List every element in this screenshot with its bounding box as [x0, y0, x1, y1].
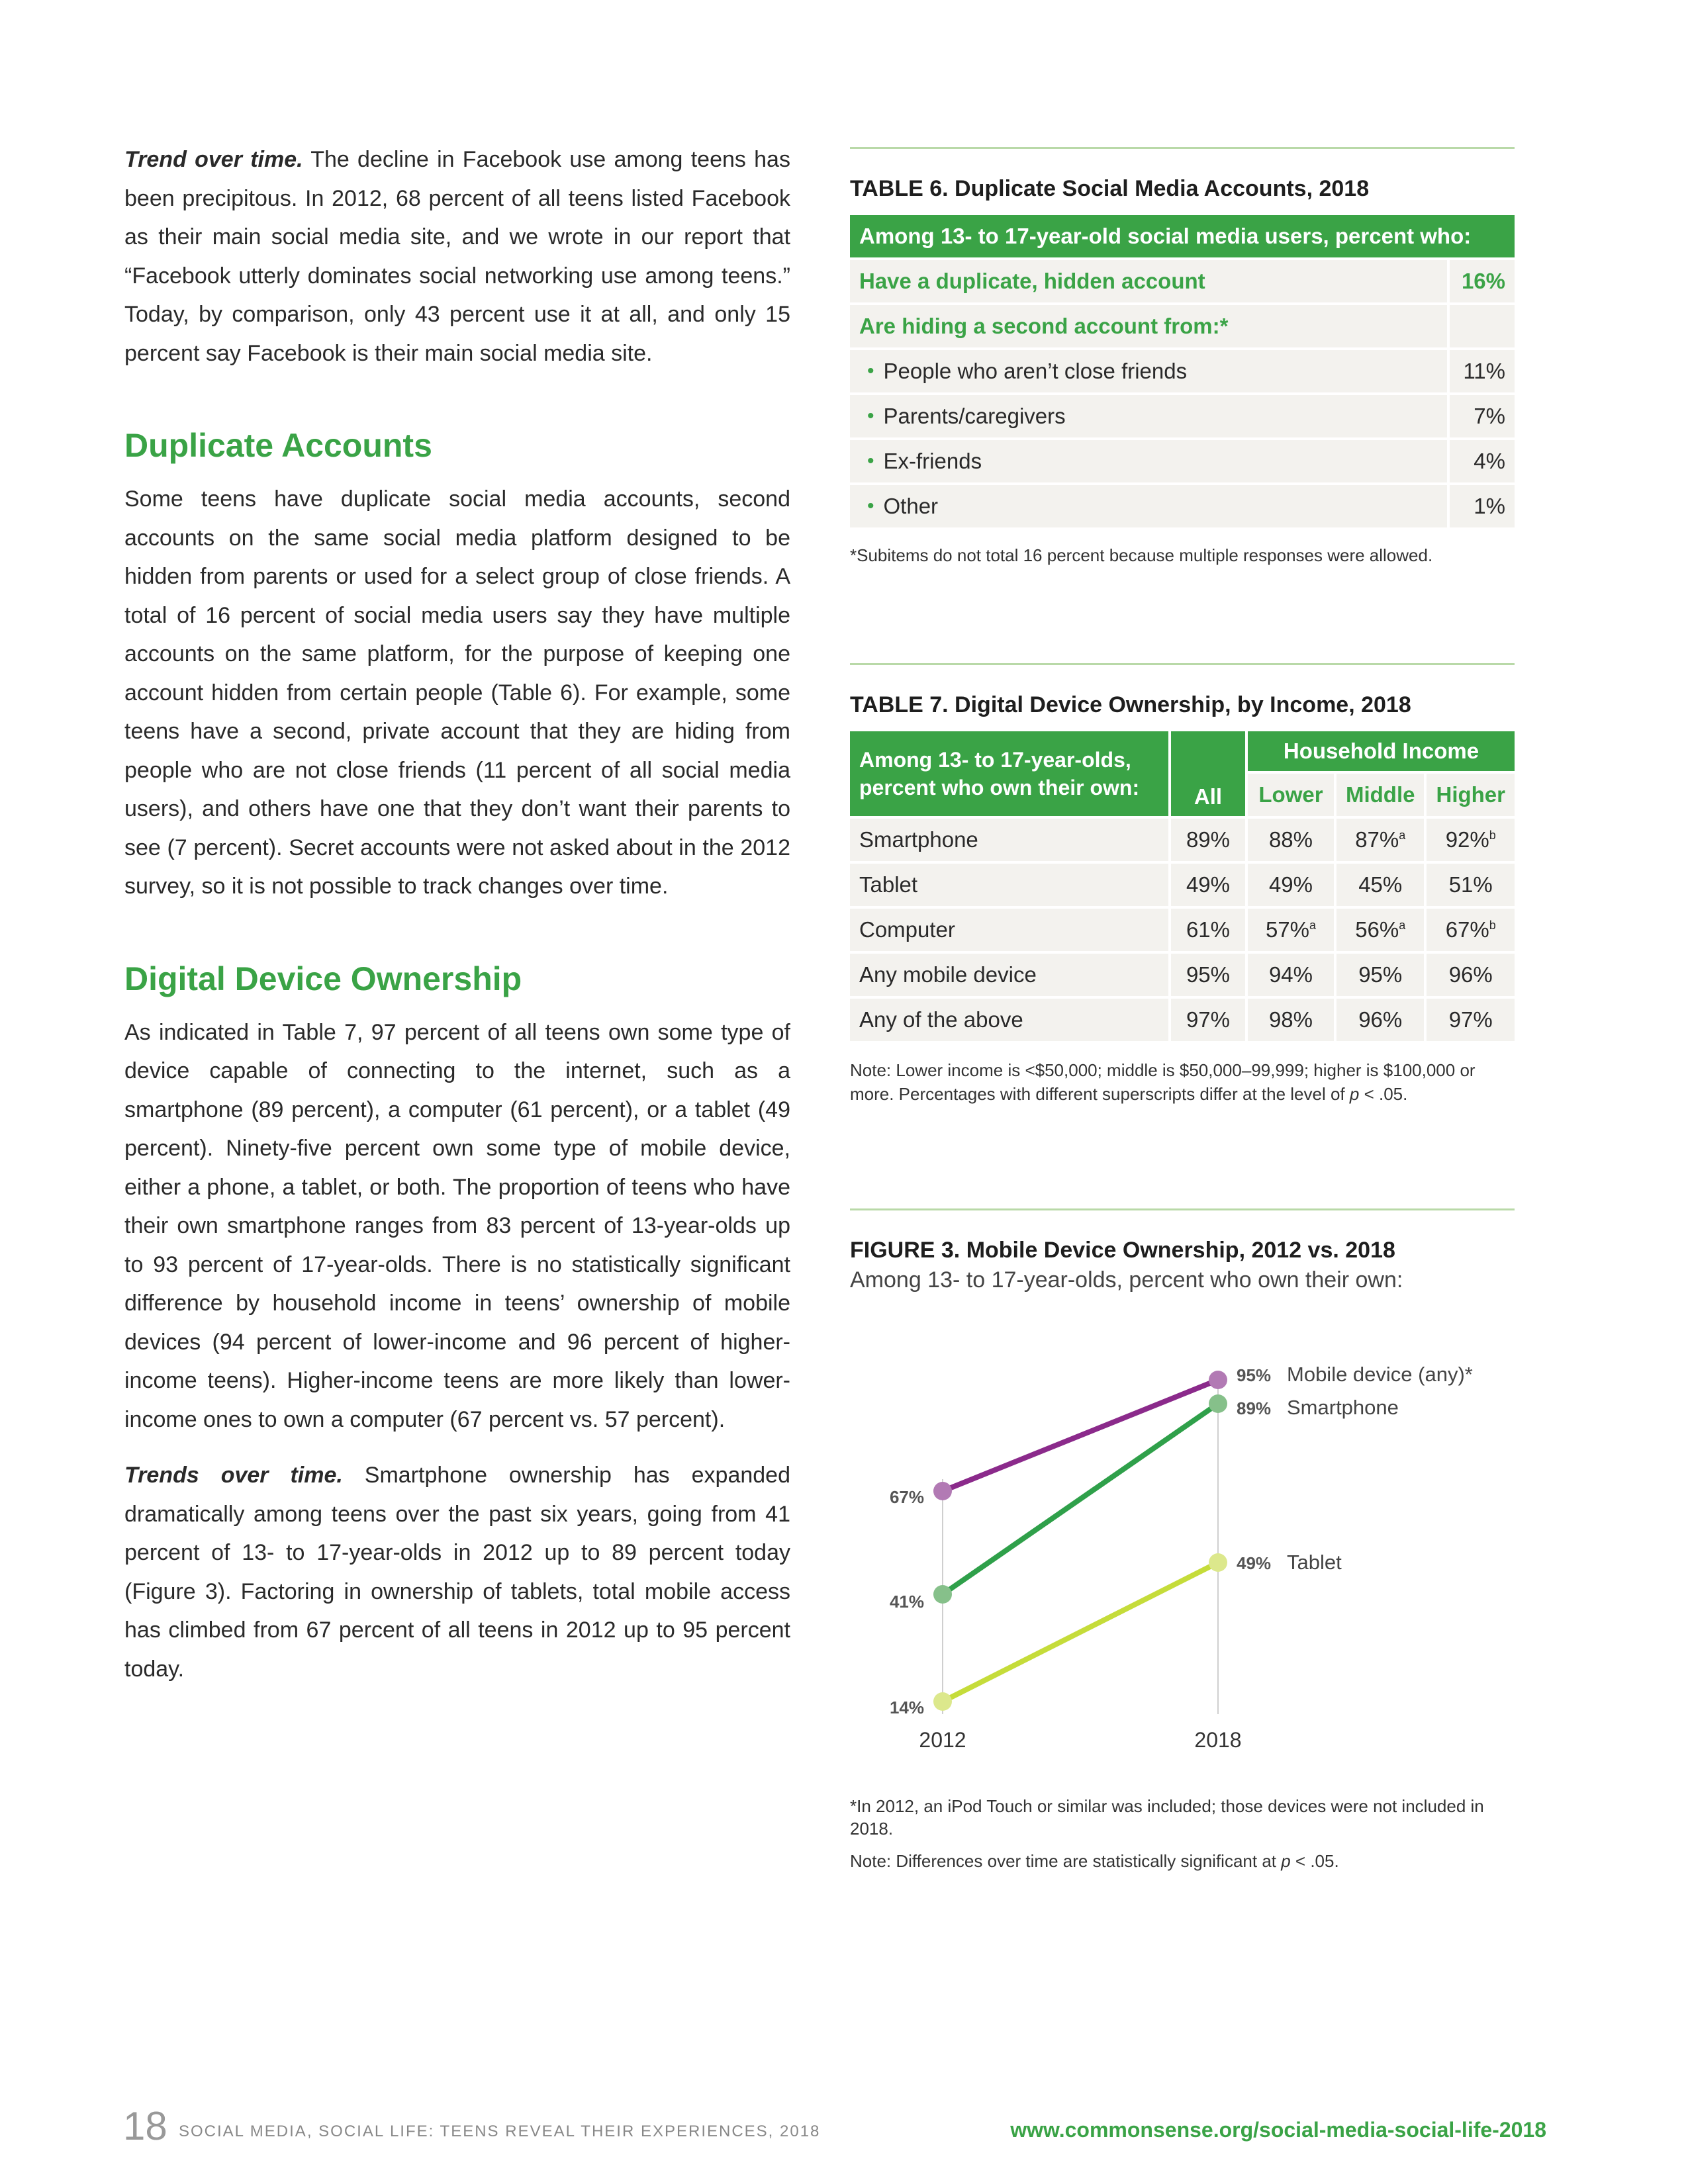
cell-all: 97%	[1171, 999, 1245, 1041]
table6-header: Among 13- to 17-year-old social media users, percent who:	[850, 215, 1515, 257]
paragraph-facebook-trend	[124, 140, 790, 373]
heading-digital-device-ownership: Digital Device Ownership	[124, 960, 522, 997]
lead-trends-over-time: Trends over time.	[124, 1463, 343, 1488]
figure3-note: Note: Differences over time are statistically significant at p < .05.	[850, 1851, 1339, 1871]
row-label: Computer	[850, 909, 1168, 951]
table7-header-label: Among 13- to 17-year-olds, percent who own their own:	[850, 731, 1168, 816]
table6-block	[850, 176, 1515, 567]
row-label: Any of the above	[850, 999, 1168, 1041]
series-line	[943, 1563, 1218, 1702]
cell-middle: 45%	[1336, 864, 1425, 906]
footer-report-title: SOCIAL MEDIA, SOCIAL LIFE: TEENS REVEAL THEIR EXPERIENCES, 2018	[179, 2122, 821, 2140]
cell-middle: 87%$^a$	[1336, 819, 1425, 861]
cell-lower: 98%	[1248, 999, 1334, 1041]
table6-title: TABLE 6. Duplicate Social Media Accounts, 2018	[850, 176, 1370, 201]
data-point	[1209, 1371, 1227, 1389]
paragraph-text: Smartphone ownership has expanded dramatically among teens over the past six years, going from 41 percent of 13- to 17-year-olds in 2012 up to 89 percent today (Figure 3). Factoring in ownership of tablets, total mobile access has climbed from 67 percent of all teens in 2012 up to 95 percent today.	[124, 1463, 790, 1682]
page-number: 18	[123, 2104, 167, 2148]
data-point	[1209, 1394, 1227, 1413]
divider	[850, 1208, 1515, 1210]
item-label: Other	[883, 494, 939, 518]
table-row	[850, 999, 1515, 1041]
left-column	[124, 140, 790, 1688]
table7-title: TABLE 7. Digital Device Ownership, by Income, 2018	[850, 692, 1411, 717]
row-label: Tablet	[850, 864, 1168, 906]
data-label: 14%	[889, 1698, 924, 1717]
figure3-notes	[850, 1795, 1515, 1873]
table6-item-value: 1%	[1450, 485, 1515, 527]
divider	[850, 663, 1515, 665]
table6-item	[850, 350, 1447, 392]
cell-higher: 67%$^b$	[1427, 909, 1515, 951]
data-label: 89%	[1237, 1398, 1272, 1418]
table7-note: Note: Lower income is <$50,000; middle is $50,000–99,999; higher is $100,000 or more. Percentages with different superscripts differ at the level of p < .05.	[850, 1060, 1476, 1104]
table6-row-value: 16%	[1450, 260, 1515, 302]
table7-col-all: All	[1171, 731, 1245, 816]
table6-row-label: Have a duplicate, hidden account	[850, 260, 1447, 302]
cell-lower: 49%	[1248, 864, 1334, 906]
table6-item	[850, 485, 1447, 527]
data-label: 41%	[889, 1592, 924, 1612]
bullet-icon: •	[867, 450, 874, 472]
table7	[847, 729, 1517, 1044]
figure3-footnote: *In 2012, an iPod Touch or similar was included; those devices were not included in 2018.	[850, 1796, 1484, 1839]
figure3-title: FIGURE 3. Mobile Device Ownership, 2012 vs. 2018	[850, 1238, 1395, 1263]
cell-all: 61%	[1171, 909, 1245, 951]
table6-row-label: Are hiding a second account from:*	[850, 305, 1447, 347]
cell-higher: 51%	[1427, 864, 1515, 906]
table6-item-value: 4%	[1450, 440, 1515, 482]
bullet-icon: •	[867, 495, 874, 517]
cell-lower: 57%$^a$	[1248, 909, 1334, 951]
data-label: 67%	[889, 1487, 924, 1507]
row-label: Smartphone	[850, 819, 1168, 861]
table6-row-value	[1450, 305, 1515, 347]
cell-all: 89%	[1171, 819, 1245, 861]
paragraph-smartphone-trend	[124, 1456, 790, 1688]
table7-col-higher: Higher	[1427, 774, 1515, 816]
heading-duplicate-accounts: Duplicate Accounts	[124, 427, 432, 464]
item-label: Parents/caregivers	[883, 404, 1066, 428]
lead-trend-over-time: Trend over time.	[124, 147, 303, 172]
row-label: Any mobile device	[850, 954, 1168, 996]
table7-block	[850, 692, 1515, 1106]
series-line	[943, 1404, 1218, 1594]
cell-higher: 92%$^b$	[1427, 819, 1515, 861]
cell-higher: 96%	[1427, 954, 1515, 996]
table-row	[850, 909, 1515, 951]
divider	[850, 147, 1515, 149]
x-tick-label: 2018	[1194, 1728, 1242, 1752]
item-label: People who aren’t close friends	[883, 359, 1188, 383]
paragraph-duplicate-accounts: Some teens have duplicate social media accounts, second accounts on the same social media platform designed to be hidden from parents or used for a select group of close friends. A total of 16 percent of social media users say they have multiple accounts on the same platform, for the purpose of keeping one account hidden from certain people (Table 6). For example, some teens have a second, private account that they are hiding from people who are not close friends (11 percent of all social media users), and others have one that they don’t want their parents to see (7 percent). Secret accounts were not asked about in the 2012 survey, so it is not possible to track changes over time.	[124, 486, 790, 899]
data-point	[933, 1692, 952, 1711]
cell-lower: 94%	[1248, 954, 1334, 996]
data-label: 95%	[1237, 1365, 1272, 1385]
cell-lower: 88%	[1248, 819, 1334, 861]
x-tick-label: 2012	[919, 1728, 966, 1752]
series-name-label: Tablet	[1287, 1551, 1342, 1574]
figure3-subtitle: Among 13- to 17-year-olds, percent who own their own:	[850, 1267, 1403, 1293]
table7-header-group: Household Income	[1248, 731, 1515, 771]
figure3-chart	[850, 1337, 1515, 1767]
cell-middle: 96%	[1336, 999, 1425, 1041]
table-row	[850, 864, 1515, 906]
data-label: 49%	[1237, 1553, 1272, 1573]
table6-item	[850, 440, 1447, 482]
data-point	[933, 1482, 952, 1500]
figure3-block	[850, 1238, 1515, 1293]
table7-col-lower: Lower	[1248, 774, 1334, 816]
footer-url-link[interactable]: www.commonsense.org/social-media-social-life-2018	[1010, 2118, 1546, 2142]
cell-middle: 95%	[1336, 954, 1425, 996]
item-label: Ex-friends	[883, 449, 982, 473]
paragraph-text: The decline in Facebook use among teens has been precipitous. In 2012, 68 percent of all teens listed Facebook as their main social media site, and we wrote in our report that “Facebook utterly dominates social networking use among teens.” Today, by comparison, only 43 percent use it at all, and only 15 percent say Facebook is their main social media site.	[124, 147, 790, 366]
series-name-label: Mobile device (any)*	[1287, 1363, 1473, 1386]
table6-item	[850, 395, 1447, 437]
data-point	[1209, 1553, 1227, 1572]
bullet-icon: •	[867, 405, 874, 427]
table-row	[850, 954, 1515, 996]
cell-all: 95%	[1171, 954, 1245, 996]
table6-note: *Subitems do not total 16 percent because multiple responses were allowed.	[850, 545, 1433, 565]
cell-higher: 97%	[1427, 999, 1515, 1041]
bullet-icon: •	[867, 360, 874, 382]
table6-item-value: 11%	[1450, 350, 1515, 392]
series-name-label: Smartphone	[1287, 1396, 1399, 1419]
cell-all: 49%	[1171, 864, 1245, 906]
cell-middle: 56%$^a$	[1336, 909, 1425, 951]
data-point	[933, 1585, 952, 1604]
table-row	[850, 819, 1515, 861]
table6-item-value: 7%	[1450, 395, 1515, 437]
paragraph-device-ownership: As indicated in Table 7, 97 percent of all teens own some type of device capable of connecting to the internet, such as a smartphone (89 percent), a computer (61 percent), or a tablet (49 percent). Ninety-five percent own some type of mobile device, either a phone, a tablet, or both. The proportion of teens who have their own smartphone ranges from 83 percent of 13-year-olds up to 93 percent of 17-year-olds. There is no statistically significant difference by household income in teens’ ownership of mobile devices (94 percent of lower-income and 96 percent of higher-income teens). Higher-income teens are more likely than lower-income ones to own a computer (67 percent vs. 57 percent).	[124, 1019, 790, 1432]
table7-col-middle: Middle	[1336, 774, 1425, 816]
table6	[847, 212, 1517, 530]
